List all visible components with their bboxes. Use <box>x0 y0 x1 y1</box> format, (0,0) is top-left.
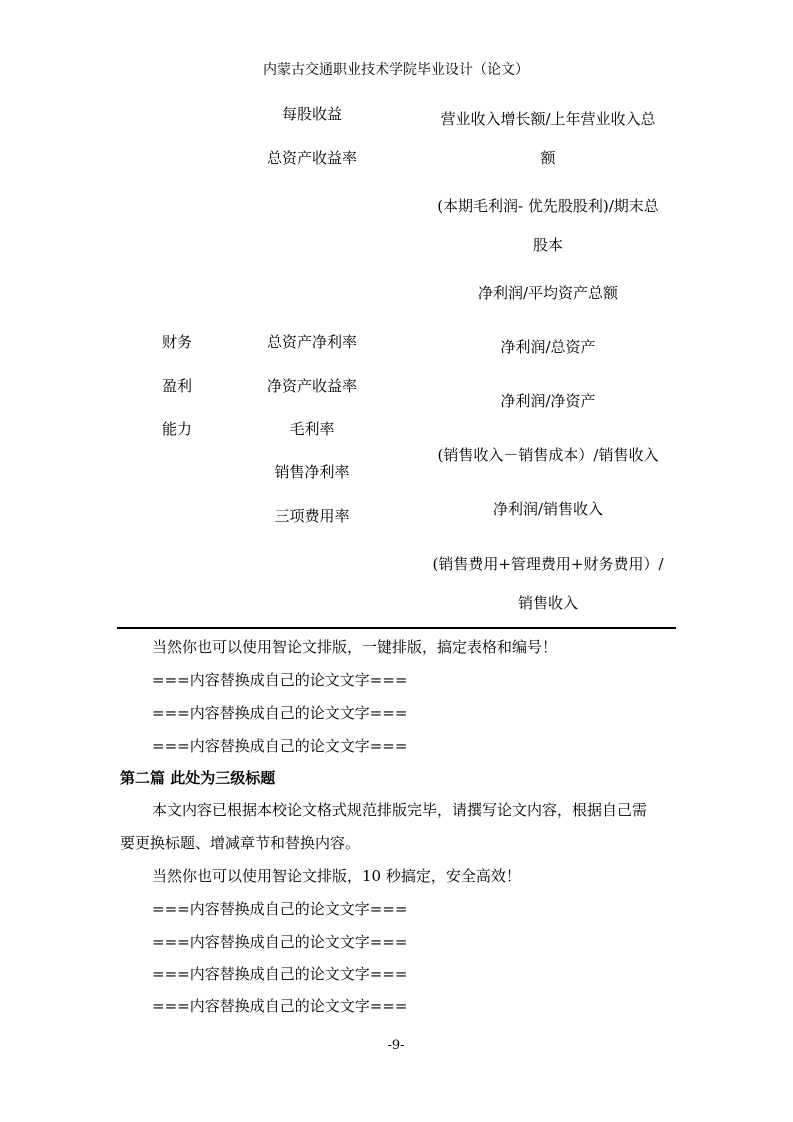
formula: (销售收入－销售成本）/销售收入 <box>437 446 659 464</box>
formula: 净利润/销售收入 <box>492 500 604 518</box>
formula: 净利润/总资产 <box>500 338 596 356</box>
metric-name: 总资产净利率 <box>266 333 358 351</box>
paragraph: 本文内容已根据本校论文格式规范排版完毕，请撰写论文内容，根据自己需 <box>152 801 648 819</box>
metric-name: 三项费用率 <box>274 507 350 525</box>
page-number: -9- <box>387 1038 405 1053</box>
metric-name: 净资产收益率 <box>266 377 358 395</box>
metric-roa: 总资产收益率 <box>266 149 358 167</box>
placeholder-line: ===内容替换成自己的论文文字=== <box>152 671 408 689</box>
placeholder-line: ===内容替换成自己的论文文字=== <box>152 737 408 755</box>
category-label: 能力 <box>161 420 193 438</box>
paragraph: 当然你也可以使用智论文排版，10 秒搞定，安全高效！ <box>152 867 521 885</box>
formula-roa: 净利润/平均资产总额 <box>477 284 619 302</box>
category-label: 盈利 <box>161 377 193 395</box>
metric-name: 毛利率 <box>289 420 335 438</box>
formula-eps-cont: 股本 <box>532 236 564 254</box>
formula-revenue-growth-cont: 额 <box>540 149 556 167</box>
formula: 销售收入 <box>517 594 579 612</box>
formula: 净利润/净资产 <box>500 392 596 410</box>
placeholder-line: ===内容替换成自己的论文文字=== <box>152 933 408 951</box>
metric-eps: 每股收益 <box>281 105 343 123</box>
metric-name: 销售净利率 <box>274 463 350 481</box>
table-bottom-rule <box>117 627 676 629</box>
paragraph-continuation: 要更换标题、增减章节和替换内容。 <box>120 834 361 852</box>
category-label: 财务 <box>161 333 193 351</box>
formula: (销售费用+管理费用+财务费用）/ <box>432 555 664 573</box>
page-header: 内蒙古交通职业技术学院毕业设计（论文） <box>263 62 529 78</box>
placeholder-line: ===内容替换成自己的论文文字=== <box>152 965 408 983</box>
placeholder-line: ===内容替换成自己的论文文字=== <box>152 704 408 722</box>
placeholder-line: ===内容替换成自己的论文文字=== <box>152 900 408 918</box>
paragraph: 当然你也可以使用智论文排版，一键排版，搞定表格和编号！ <box>152 638 558 656</box>
section-heading: 第二篇 此处为三级标题 <box>120 769 276 787</box>
formula-eps: (本期毛利润- 优先股股利)/期末总 <box>437 197 659 215</box>
formula-revenue-growth: 营业收入增长额/上年营业收入总 <box>440 110 656 128</box>
placeholder-line: ===内容替换成自己的论文文字=== <box>152 997 408 1015</box>
